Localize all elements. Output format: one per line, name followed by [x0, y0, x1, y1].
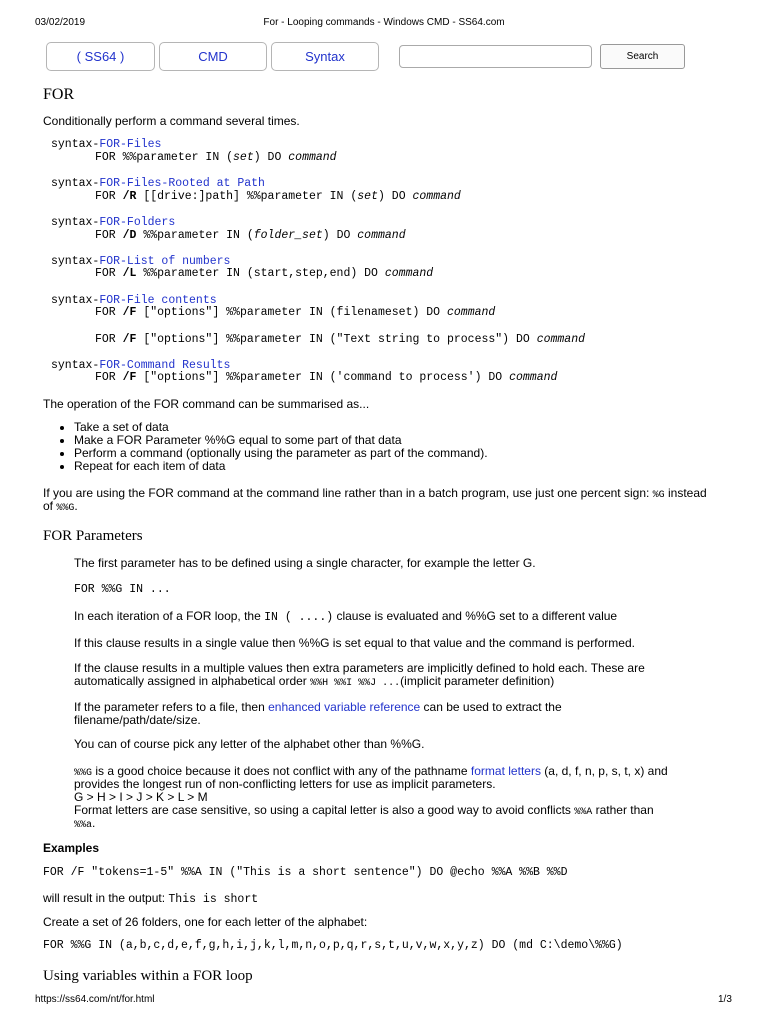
- syntax-prefix: syntax-: [51, 138, 100, 151]
- code-text: FOR: [95, 306, 123, 319]
- code-text: FOR: [95, 371, 123, 384]
- para-code: %%G: [74, 768, 93, 779]
- percent-note-line1: [43, 486, 707, 501]
- para-text: rather than: [592, 803, 654, 817]
- note-code: %G: [652, 490, 665, 501]
- example-result: [43, 891, 258, 906]
- params-p2: [74, 609, 617, 624]
- params-p3: If this clause results in a single value then %%G is set equal to that value and the command is performed.: [74, 636, 635, 650]
- code-text: FOR: [95, 190, 123, 203]
- syntax-list-line: [95, 267, 433, 280]
- page-title: FOR: [43, 86, 75, 103]
- params-p7g: [74, 816, 95, 831]
- code-text: FOR %%parameter IN (: [95, 151, 234, 164]
- params-heading: FOR Parameters: [43, 528, 143, 544]
- code-text: ) DO: [377, 190, 413, 203]
- syntax-results-link[interactable]: FOR-Command Results: [99, 359, 231, 372]
- example-folders-text: Create a set of 26 folders, one for each letter of the alphabet:: [43, 915, 368, 929]
- example-code-2: FOR %%G IN (a,b,c,d,e,f,g,h,i,j,k,l,m,n,o,p,q,r,s,t,u,v,w,x,y,z) DO (md C:\demo\%%G): [43, 939, 623, 952]
- using-variables-heading: Using variables within a FOR loop: [43, 968, 253, 984]
- code-text: ["options"] %%parameter IN (filenameset) DO: [136, 306, 447, 319]
- syntax-files-heading: [51, 138, 161, 151]
- code-text: FOR: [95, 229, 123, 242]
- para-text: will result in the output:: [43, 891, 169, 905]
- para-text: clause is evaluated and %%G set to a different value: [333, 609, 618, 623]
- note-code: %%G: [56, 503, 75, 514]
- example-code-1: FOR /F "tokens=1-5" %%A IN ("This is a short sentence") DO @echo %%A %%B %%D: [43, 866, 568, 879]
- code-italic: set: [357, 190, 378, 203]
- note-text: instead: [664, 486, 707, 500]
- code-text: %%parameter IN (start,step,end) DO: [136, 267, 385, 280]
- params-p4b: [74, 674, 554, 689]
- para-text: (a, d, f, n, p, s, t, x) and: [540, 764, 668, 778]
- code-text: ) DO: [253, 151, 289, 164]
- code-italic: set: [233, 151, 254, 164]
- syntax-rooted-link[interactable]: FOR-Files-Rooted at Path: [99, 177, 265, 190]
- cmd-button[interactable]: CMD: [159, 42, 267, 71]
- code-italic: command: [536, 333, 585, 346]
- syntax-prefix: syntax-: [51, 294, 100, 307]
- intro-text: Conditionally perform a command several times.: [43, 114, 300, 128]
- syntax-folders-link[interactable]: FOR-Folders: [99, 216, 176, 229]
- para-text: is a good choice because it does not conflict with any of the pathname: [92, 764, 471, 778]
- para-code: %%H %%I %%J ...: [310, 678, 401, 689]
- para-text: (implicit parameter definition): [400, 674, 555, 688]
- code-italic: command: [357, 229, 406, 242]
- params-p6: You can of course pick any letter of the alphabet other than %%G.: [74, 737, 425, 751]
- params-p5c: filename/path/date/size.: [74, 713, 201, 727]
- syntax-files-line: [95, 151, 337, 164]
- code-italic: command: [384, 267, 434, 280]
- syntax-prefix: syntax-: [51, 216, 100, 229]
- syntax-contents-link[interactable]: FOR-File contents: [99, 294, 217, 307]
- syntax-contents-line-2: [95, 333, 585, 346]
- code-switch: /F: [122, 333, 137, 346]
- code-switch: /D: [122, 229, 137, 242]
- para-text: Format letters are case sensitive, so using a capital letter is also a good way to avoid conflicts: [74, 803, 575, 817]
- print-title: For - Looping commands - Windows CMD - SS64.com: [263, 17, 505, 28]
- syntax-folders-heading: [51, 216, 175, 229]
- print-date: 03/02/2019: [35, 17, 86, 28]
- code-italic: command: [288, 151, 337, 164]
- search-button[interactable]: Search: [600, 44, 685, 69]
- para-code: %%a: [74, 820, 93, 831]
- code-text: ["options"] %%parameter IN ('command to process') DO: [136, 371, 510, 384]
- para-text: automatically assigned in alphabetical order: [74, 674, 311, 688]
- list-item: • Take a set of data: [74, 421, 488, 434]
- params-code1: FOR %%G IN ...: [74, 583, 171, 596]
- syntax-folders-line: [95, 229, 406, 242]
- summary-intro: The operation of the FOR command can be summarised as...: [43, 397, 370, 411]
- code-text: [[drive:]path] %%parameter IN (: [136, 190, 358, 203]
- code-text: ) DO: [322, 229, 358, 242]
- code-switch: /F: [122, 371, 137, 384]
- para-text: In each iteration of a FOR loop, the: [74, 609, 265, 623]
- code-text: ["options"] %%parameter IN ("Text string to process") DO: [136, 333, 537, 346]
- params-p1: The first parameter has to be defined using a single character, for example the letter G.: [74, 556, 536, 570]
- code-switch: /R: [122, 190, 137, 203]
- syntax-contents-line-1: [95, 306, 495, 319]
- percent-note-line2: [43, 499, 78, 514]
- summary-list: [56, 421, 488, 473]
- para-text: can be used to extract the: [420, 700, 562, 714]
- params-p7c: provides the longest run of non-conflicting letters for use as implicit parameters.: [74, 777, 496, 791]
- note-text: .: [74, 499, 78, 513]
- params-p4a: If the clause results in a multiple values then extra parameters are implicitly defined to hold each. These are: [74, 661, 645, 675]
- code-switch: /F: [122, 306, 137, 319]
- syntax-files-link[interactable]: FOR-Files: [99, 138, 162, 151]
- code-text: FOR: [95, 267, 123, 280]
- search-input[interactable]: [399, 45, 592, 68]
- code-text: %%parameter IN (: [136, 229, 254, 242]
- para-code: This is short: [168, 893, 259, 906]
- syntax-button[interactable]: Syntax: [271, 42, 379, 71]
- footer-url: https://ss64.com/nt/for.html: [35, 994, 155, 1005]
- syntax-rooted-heading: [51, 177, 265, 190]
- para-text: If the parameter refers to a file, then: [74, 700, 269, 714]
- list-item: • Make a FOR Parameter %%G equal to some part of that data: [74, 434, 488, 447]
- code-switch: /L: [122, 267, 137, 280]
- params-p7d: G > H > I > J > K > L > M: [74, 790, 208, 804]
- list-item: • Repeat for each item of data: [74, 460, 488, 473]
- para-code: %%A: [574, 807, 593, 818]
- code-italic: command: [446, 306, 496, 319]
- format-letters-link[interactable]: format letters: [470, 764, 541, 778]
- page-number: 1/3: [718, 994, 732, 1005]
- code-text: FOR: [95, 333, 123, 346]
- examples-heading: Examples: [43, 841, 100, 855]
- para-text: .: [92, 816, 96, 830]
- code-italic: folder_set: [253, 229, 323, 242]
- list-item: • Perform a command (optionally using the parameter as part of the command).: [74, 447, 488, 460]
- code-italic: command: [412, 190, 461, 203]
- note-text: of: [43, 499, 57, 513]
- syntax-prefix: syntax-: [51, 359, 100, 372]
- params-p7e: [74, 803, 654, 818]
- code-italic: command: [509, 371, 558, 384]
- ss64-home-button[interactable]: ( SS64 ): [46, 42, 155, 71]
- syntax-list-link[interactable]: FOR-List of numbers: [99, 255, 231, 268]
- syntax-prefix: syntax-: [51, 177, 100, 190]
- note-text: If you are using the FOR command at the command line rather than in a batch program, use just one percent sign:: [43, 486, 653, 500]
- syntax-prefix: syntax-: [51, 255, 100, 268]
- syntax-rooted-line: [95, 190, 461, 203]
- enhanced-variable-reference-link[interactable]: enhanced variable reference: [268, 700, 421, 714]
- syntax-results-line: [95, 371, 557, 384]
- params-p5: [74, 700, 562, 714]
- para-code: IN ( ....): [264, 611, 334, 624]
